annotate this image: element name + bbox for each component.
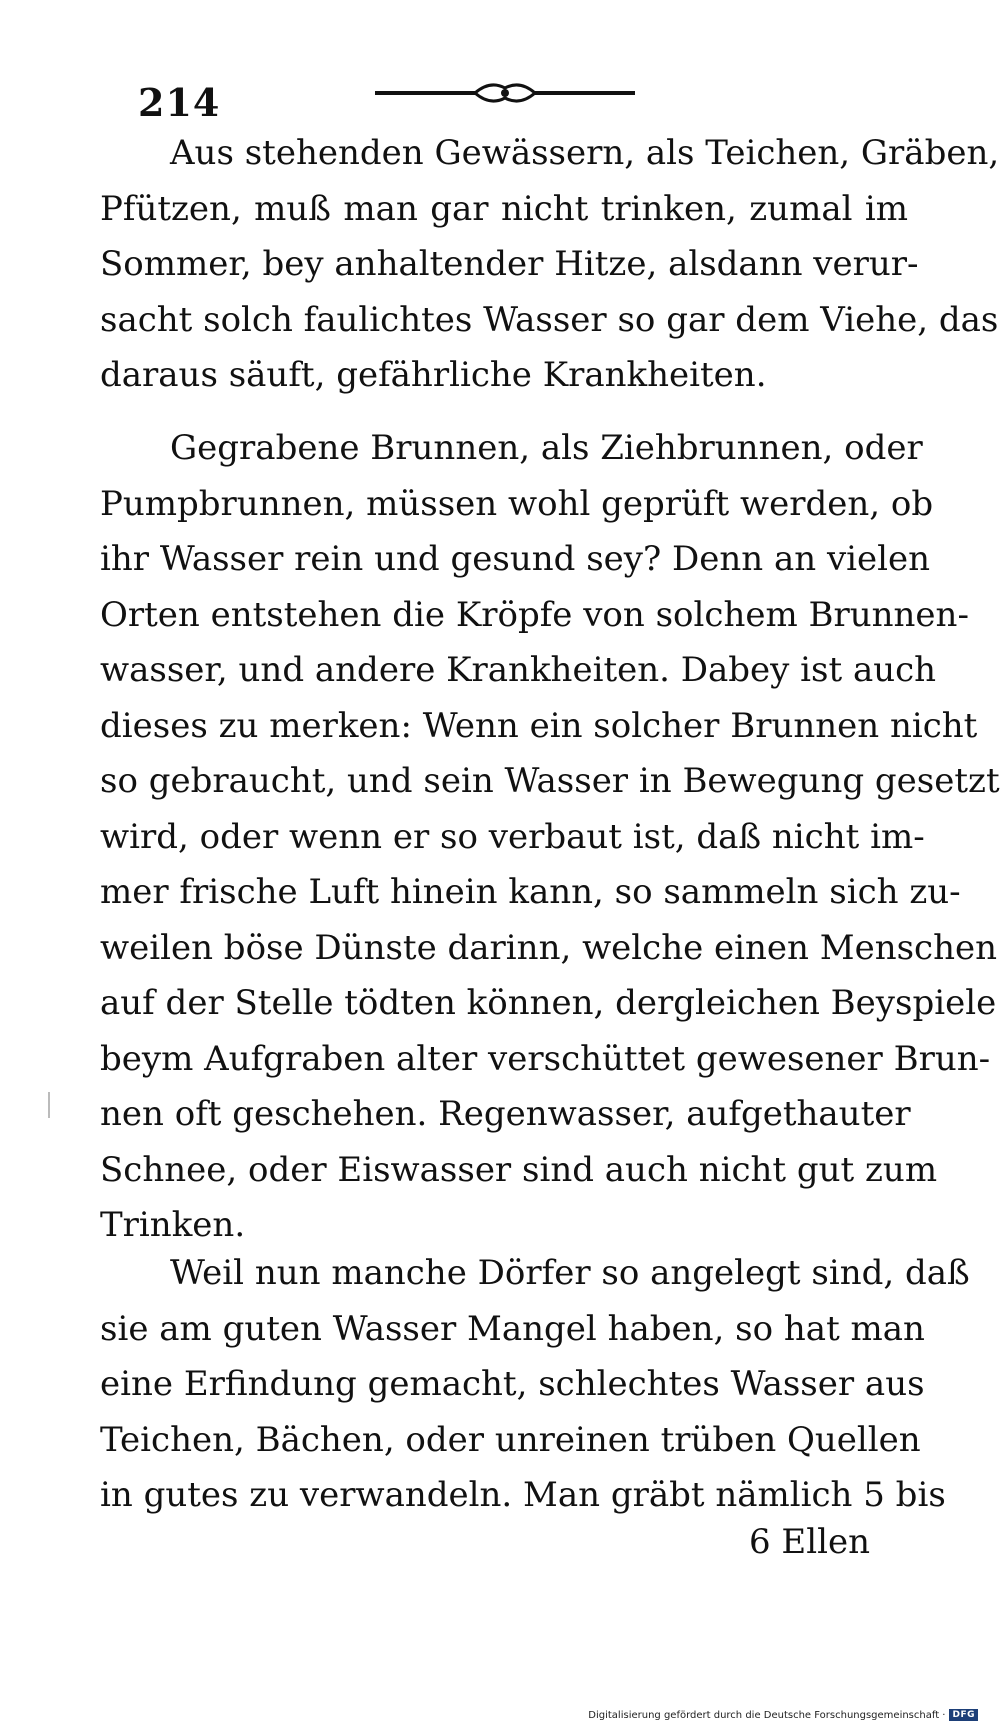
footer-credit: Digitalisierung gefördert durch die Deutsche Forschungsgemeinschaft · — [588, 1709, 946, 1721]
text-line: in gutes zu verwandeln. Man gräbt nämlich 5 bis — [100, 1475, 946, 1515]
paragraph-1 — [100, 126, 1000, 404]
text-line: auf der Stelle tödten können, dergleichen Beyspiele — [100, 983, 997, 1023]
paper-speck — [48, 1092, 50, 1118]
text-line: weilen böse Dünste darinn, welche einen Menschen — [100, 927, 997, 968]
digitization-footer — [588, 1709, 978, 1721]
dfg-logo-icon: DFG — [949, 1709, 978, 1721]
text-line: Trinken. — [100, 1205, 246, 1245]
text-line: mer frische Luft hinein kann, so sammeln sich zu- — [100, 872, 961, 912]
text-line: Schnee, oder Eiswasser sind auch nicht gut zum — [100, 1149, 938, 1190]
text-line: Gegrabene Brunnen, als Ziehbrunnen, oder — [170, 428, 923, 468]
text-line: sacht solch faulichtes Wasser so gar dem Viehe, das — [100, 299, 999, 340]
catchword: 6 Ellen — [748, 1522, 870, 1562]
text-line: Sommer, bey anhaltender Hitze, alsdann verur- — [100, 244, 919, 284]
text-line: daraus säuft, gefährliche Krankheiten. — [100, 355, 767, 395]
page-number: 214 — [138, 80, 221, 125]
text-line: sie am guten Wasser Mangel haben, so hat man — [100, 1308, 925, 1349]
text-line: ihr Wasser rein und gesund sey? Denn an vielen — [100, 539, 931, 579]
text-line: Aus stehenden Gewässern, als Teichen, Gräben, — [170, 133, 1000, 173]
text-line: Pfützen, muß man gar nicht trinken, zumal im — [100, 188, 908, 229]
text-line: nen oft geschehen. Regenwasser, aufgethauter — [100, 1094, 911, 1134]
text-line: dieses zu merken: Wenn ein solcher Brunnen nicht — [100, 705, 978, 746]
text-line: wasser, und andere Krankheiten. Dabey ist auch — [100, 650, 937, 690]
ornament-divider — [375, 78, 635, 108]
text-line: eine Erfindung gemacht, schlechtes Wasser aus — [100, 1364, 925, 1404]
paragraph-3 — [100, 1246, 970, 1524]
paragraph-2 — [100, 421, 1000, 1254]
text-line: wird, oder wenn er so verbaut ist, daß nicht im- — [100, 816, 925, 857]
text-line: Teichen, Bächen, oder unreinen trüben Quellen — [100, 1419, 921, 1460]
text-line: Orten entstehen die Kröpfe von solchem Brunnen- — [100, 594, 969, 635]
text-line: Pumpbrunnen, müssen wohl geprüft werden, ob — [100, 483, 934, 524]
text-line: so gebraucht, und sein Wasser in Bewegung gesetzt — [100, 761, 1000, 801]
text-line: beym Aufgraben alter verschüttet gewesener Brun- — [100, 1038, 991, 1079]
text-line: Weil nun manche Dörfer so angelegt sind, daß — [170, 1253, 970, 1293]
